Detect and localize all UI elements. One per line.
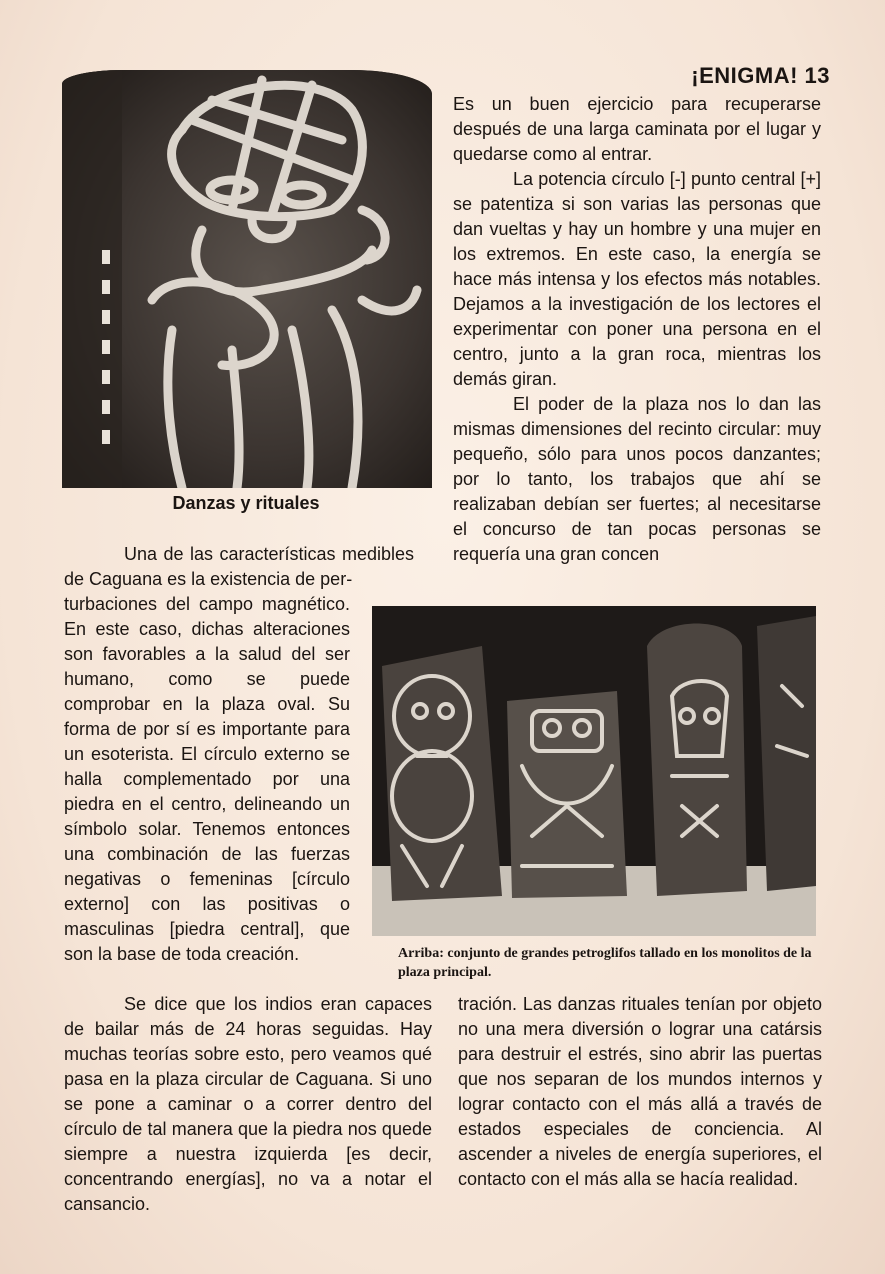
paragraph: turbaciones del campo magnético. En este caso, dichas alteraciones son favorables a la salud del ser humano, como se puede comprobar en la plaza oval. Su forma de por sí es importante para un esoterista. El círculo externo se halla complementado por una piedra en el centro, delineando un símbolo solar. Tenemos entonces una combinación de las fuerzas negativas o femeninas [círculo externo] con las positivas o masculinas [piedra central], que son la base de toda creación. — [64, 594, 350, 964]
text-column-left-bottom — [64, 992, 432, 1217]
paragraph: Es un buen ejercicio para recuperarse después de una larga caminata por el lugar y quedarse como al entrar. — [453, 94, 821, 164]
petroglyph-photo — [62, 70, 432, 488]
text-column-left-mid-intro — [64, 542, 414, 592]
monoliths-photo — [372, 606, 816, 936]
paragraph: La potencia círculo [-] punto central [+] se patentiza si son varias las personas que dan vueltas y hay un hombre y una mujer en los extremos. En este caso, la energía se hace más intensa y los efectos más notables. Dejamos a la investigación de los lectores el experimentar con poner una persona en el centro, junto a la gran roca, mientras los demás giran. — [453, 169, 821, 389]
paragraph: Una de las características medibles de Caguana es la existencia de per- — [64, 544, 414, 589]
photo-caption-right: Arriba: conjunto de grandes petroglifos tallado en los monolitos de la plaza principal. — [398, 946, 812, 980]
paragraph: tración. Las danzas rituales tenían por objeto no una mera diversión o lograr una catársis para destruir el estrés, sino abrir las puertas que nos separan de los mundos internos y lograr contacto con el más allá a través de estados especiales de conciencia. Al ascender a niveles de energía superiores, el contacto con el más alla se hacía realidad. — [458, 994, 822, 1189]
text-column-left-mid — [64, 592, 350, 967]
text-column-right-top — [453, 92, 821, 567]
paragraph: Se dice que los indios eran capaces de bailar más de 24 horas seguidas. Hay muchas teorías sobre esto, pero veamos qué pasa en la plaza circular de Caguana. Si uno se pone a caminar o a correr dentro del círculo de tal manera que la piedra nos quede siempre a nuestra izquierda [es decir, concentrando energías], no va a notar el cansancio. — [64, 994, 432, 1214]
text-column-right-bottom — [458, 992, 822, 1192]
photo-caption-left: Danzas y rituales — [172, 493, 320, 513]
paragraph: El poder de la plaza nos lo dan las mismas dimensiones del recinto circular: muy pequeño, sólo para unos pocos danzantes; por lo tanto, los trabajos que ahí se realizaban debían ser fuertes; al necesitarse el concurso de tan pocas personas se requería una gran concen — [453, 394, 821, 564]
page-header: ¡ENIGMA! 13 — [691, 63, 830, 88]
